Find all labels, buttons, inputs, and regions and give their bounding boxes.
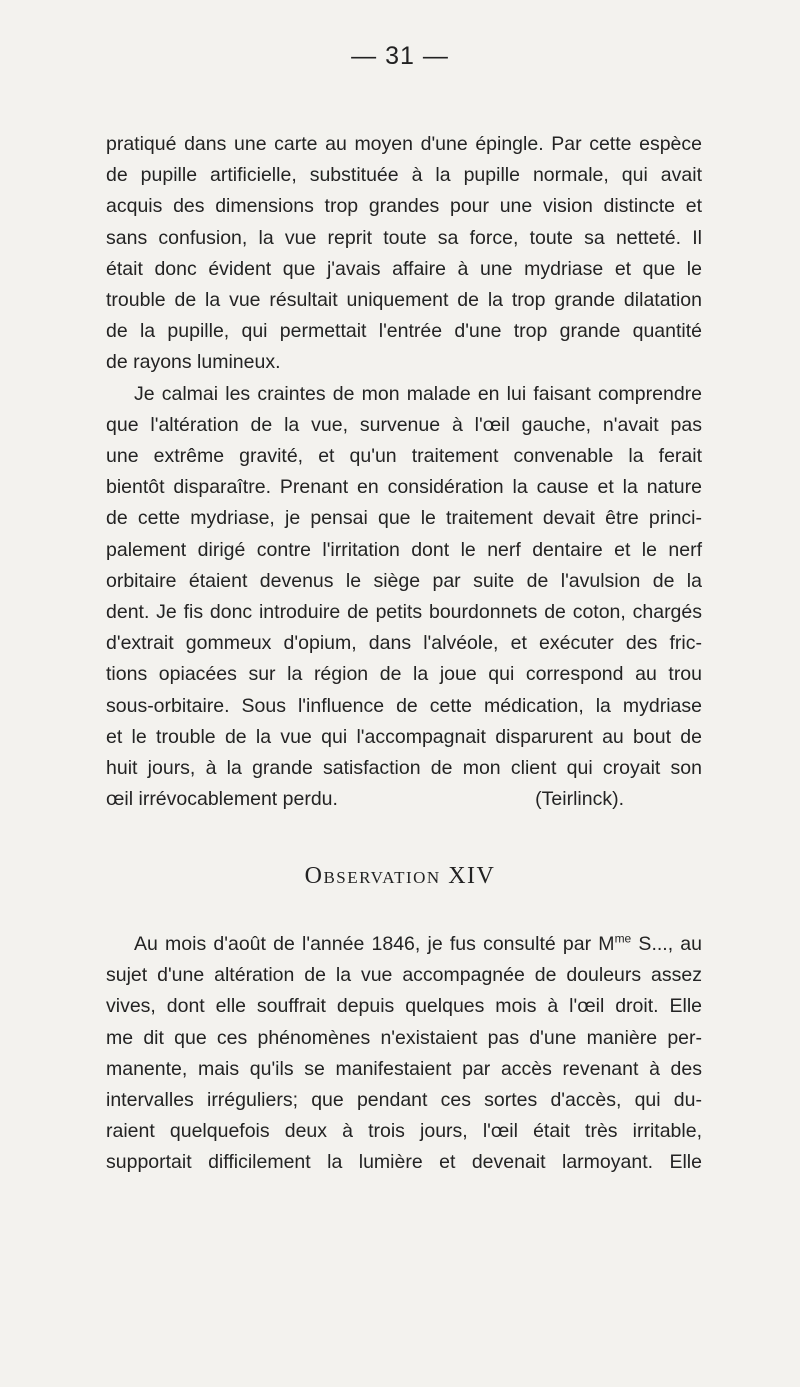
text-line: intervalles irréguliers; que pendant ces sortes d'accès, qui du- <box>106 1089 702 1112</box>
text-line: de cette mydriase, je pensai que le traitement devait être princi- <box>106 507 702 530</box>
text-line: une extrême gravité, et qu'un traitement convenable la ferait <box>106 445 702 468</box>
text-line: que l'altération de la vue, survenue à l'œil gauche, n'avait pas <box>106 413 702 436</box>
text-line <box>106 929 702 960</box>
text-line: de pupille artificielle, substituée à la pupille normale, qui avait <box>106 164 702 187</box>
text-line: raient quelquefois deux à trois jours, l'œil était très irritable, <box>106 1120 702 1143</box>
text-line: palement dirigé contre l'irritation dont le nerf dentaire et le nerf <box>106 538 702 561</box>
text-line: sous-orbitaire. Sous l'influence de cette médication, la mydriase <box>106 694 702 717</box>
closing-line <box>106 784 702 815</box>
superscript: me <box>614 931 632 946</box>
text-line-part: S..., au <box>631 933 702 955</box>
text-line: supportait difficilement la lumière et devenait larmoyant. Elle <box>106 1151 702 1174</box>
text-line: me dit que ces phénomènes n'existaient pas d'une manière per- <box>106 1026 702 1049</box>
text-line: était donc évident que j'avais affaire à une mydriase et que le <box>106 257 702 280</box>
text-line: manente, mais qu'ils se manifestaient par accès revenant à des <box>106 1057 702 1080</box>
observation-heading: Observation XIV <box>304 863 496 889</box>
text-line: d'extrait gommeux d'opium, dans l'alvéole, et exécuter des fric- <box>106 632 702 655</box>
text-line: sans confusion, la vue reprit toute sa force, toute sa netteté. Il <box>106 226 702 249</box>
text-line: pratiqué dans une carte au moyen d'une épingle. Par cette espèce <box>106 133 702 155</box>
closing-text: œil irrévocablement perdu. <box>106 788 338 811</box>
text-line: de la pupille, qui permettait l'entrée d'une trop grande quantité <box>106 320 702 343</box>
text-block-upper <box>106 129 702 815</box>
text-line: trouble de la vue résultait uniquement de la trop grande dilatation <box>106 289 702 312</box>
text-block-lower <box>106 929 702 1179</box>
text-line-part: Au mois d'août de l'année 1846, je fus consulté par M <box>134 933 615 955</box>
text-line: bientôt disparaître. Prenant en considération la cause et la nature <box>106 476 702 499</box>
text-line: et le trouble de la vue qui l'accompagnait disparurent au bout de <box>106 725 702 748</box>
text-line: dent. Je fis donc introduire de petits bourdonnets de coton, chargés <box>106 601 702 624</box>
text-line: de rayons lumineux. <box>106 351 281 374</box>
text-line: tions opiacées sur la région de la joue qui correspond au trou <box>106 663 702 686</box>
text-line: huit jours, à la grande satisfaction de mon client qui croyait son <box>106 757 702 780</box>
page-number: — 31 — <box>351 42 449 70</box>
text-line: Je calmai les craintes de mon malade en lui faisant comprendre <box>134 382 702 405</box>
text-line: sujet d'une altération de la vue accompagnée de douleurs assez <box>106 964 702 987</box>
attribution: (Teirlinck). <box>535 788 624 811</box>
text-line: vives, dont elle souffrait depuis quelques mois à l'œil droit. Elle <box>106 995 702 1018</box>
text-line: orbitaire étaient devenus le siège par suite de l'avulsion de la <box>106 569 702 592</box>
text-line: acquis des dimensions trop grandes pour une vision distincte et <box>106 195 702 218</box>
